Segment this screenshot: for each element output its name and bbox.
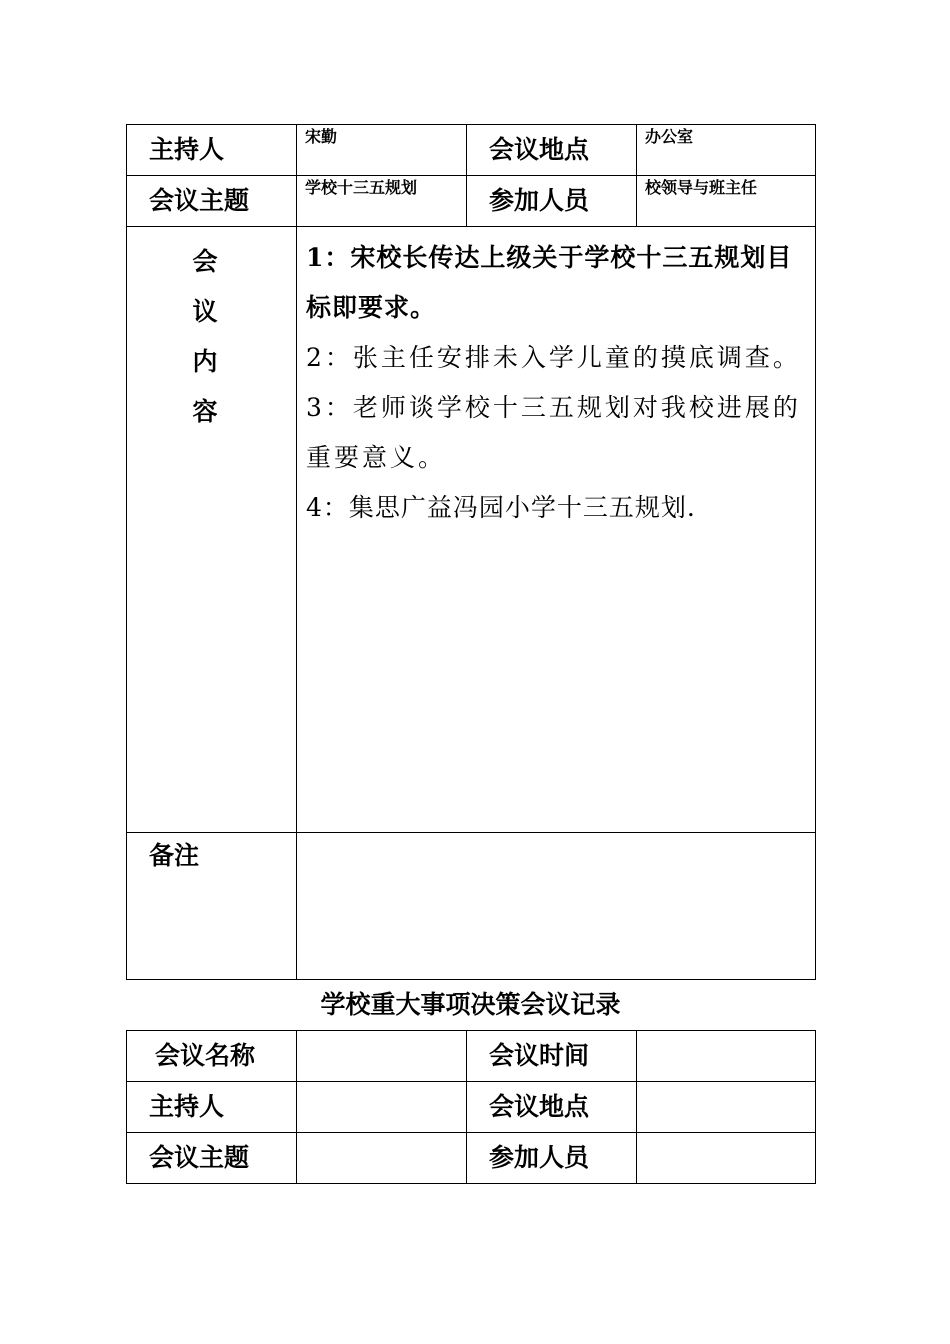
attendees-value: 校领导与班主任 (645, 178, 758, 197)
content-value-cell (297, 227, 816, 833)
attendees-label-cell (467, 1133, 637, 1184)
topic-value-cell (297, 176, 467, 227)
topic-value-cell (297, 1133, 467, 1184)
name-label-cell (127, 1031, 297, 1082)
host-label: 主持人 (149, 1092, 225, 1121)
location-label: 会议地点 (489, 135, 590, 164)
attendees-value-cell (637, 1133, 816, 1184)
content-item: 3：老师谈学校十三五规划对我校进展的 重要意义。 (306, 393, 801, 472)
decision-record-table (126, 1030, 816, 1184)
location-label-cell (467, 1082, 637, 1133)
location-value: 办公室 (645, 127, 694, 146)
topic-label-cell (127, 1133, 297, 1184)
remarks-label: 备注 (149, 841, 200, 870)
host-label: 主持人 (149, 135, 225, 164)
content-label-char: 内 (192, 347, 218, 376)
name-value-cell (297, 1031, 467, 1082)
host-value-cell (297, 125, 467, 176)
content-label (127, 227, 283, 437)
attendees-label-cell (467, 176, 637, 227)
attendees-label: 参加人员 (489, 186, 590, 215)
time-label-cell (467, 1031, 637, 1082)
content-item: 1：宋校长传达上级关于学校十三五规划目标即要求。 (306, 243, 793, 322)
attendees-label: 参加人员 (489, 1143, 590, 1172)
content-label-char: 会 (192, 247, 218, 276)
remarks-value (297, 833, 815, 835)
content-label-char: 容 (192, 397, 218, 426)
content-item: 4：集思广益冯园小学十三五规划. (306, 493, 696, 522)
content-label-cell (127, 227, 297, 833)
host-label-cell (127, 125, 297, 176)
section-title: 学校重大事项决策会议记录 (320, 990, 621, 1019)
attendees-value-cell (637, 176, 816, 227)
remarks-label-cell (127, 833, 297, 980)
content-item: 2：张主任安排未入学儿童的摸底调查。 (306, 343, 801, 372)
topic-label: 会议主题 (149, 186, 250, 215)
location-label-cell (467, 125, 637, 176)
location-value-cell (637, 1082, 816, 1133)
remarks-value-cell (297, 833, 816, 980)
name-label: 会议名称 (155, 1041, 256, 1070)
topic-value: 学校十三五规划 (305, 178, 418, 197)
location-value-cell (637, 125, 816, 176)
host-label-cell (127, 1082, 297, 1133)
topic-label: 会议主题 (149, 1143, 250, 1172)
meeting-record-table (126, 124, 816, 980)
host-value-cell (297, 1082, 467, 1133)
host-value: 宋勤 (305, 127, 338, 146)
location-label: 会议地点 (489, 1092, 590, 1121)
time-value-cell (637, 1031, 816, 1082)
topic-label-cell (127, 176, 297, 227)
content-label-char: 议 (192, 297, 218, 326)
content-body (297, 227, 815, 533)
time-label: 会议时间 (489, 1041, 590, 1070)
